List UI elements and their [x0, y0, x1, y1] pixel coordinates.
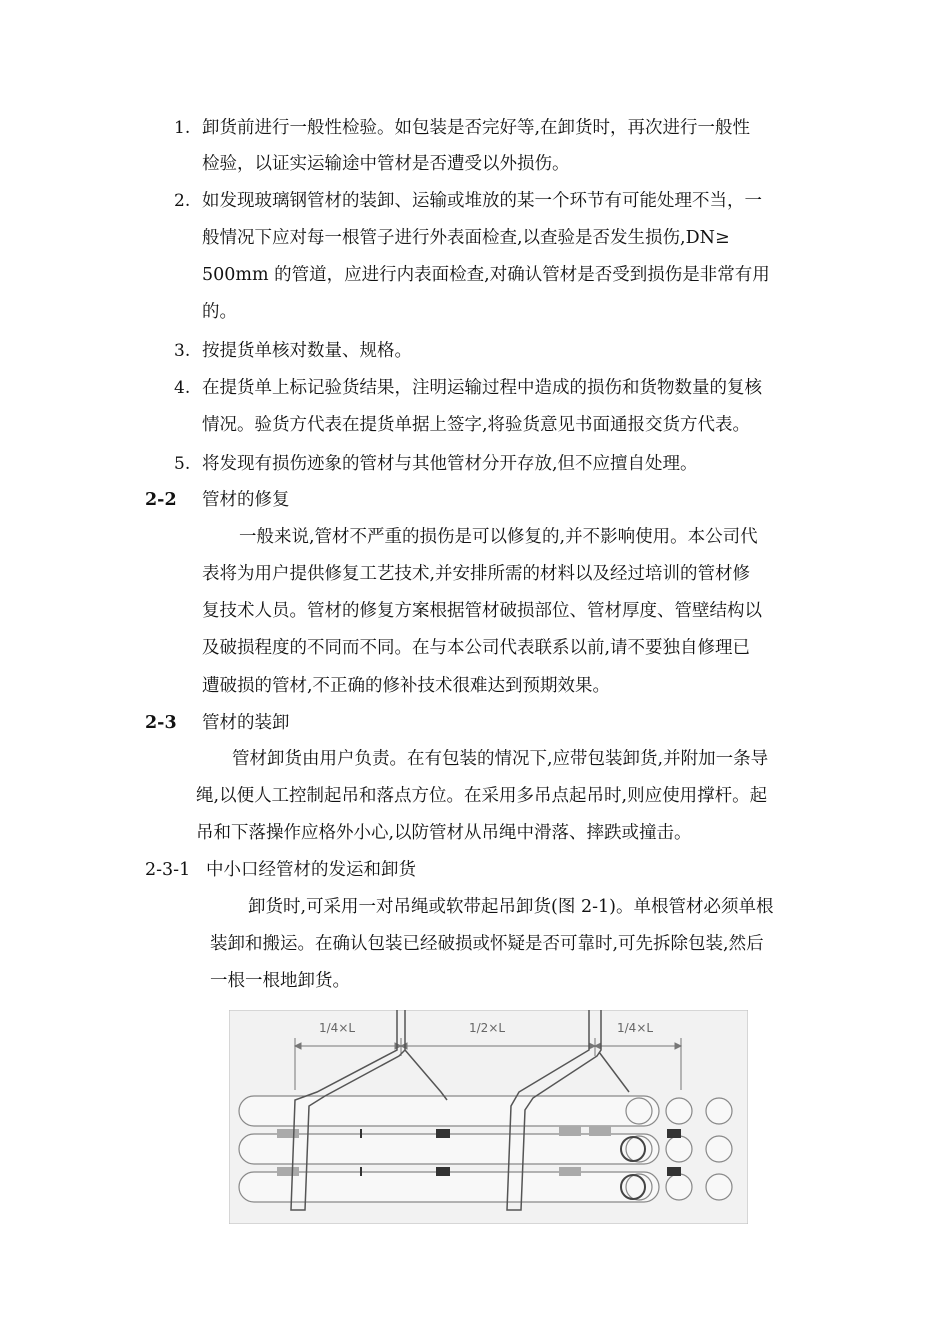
section-2-2-line-4: 及破损程度的不同而不同。在与本公司代表联系以前,请不要独自修理已 — [202, 638, 751, 658]
list-text-5-line-1: 将发现有损伤迹象的管材与其他管材分开存放,但不应擅自处理。 — [202, 454, 698, 474]
section-2-3-title: 管材的装卸 — [202, 713, 290, 733]
section-2-3-line-3: 吊和下落操作应格外小心,以防管材从吊绳中滑落、摔跌或撞击。 — [196, 823, 692, 843]
list-text-1-line-2: 检验，以证实运输途中管材是否遭受以外损伤。 — [202, 154, 570, 174]
section-2-2-title: 管材的修复 — [202, 490, 290, 510]
figure-pipe-lifting — [229, 1010, 748, 1224]
section-2-3-line-2: 绳,以便人工控制起吊和落点方位。在采用多吊点起吊时,则应使用撑杆。起 — [196, 786, 768, 806]
dimension-label-right: 1/4×L — [617, 1021, 654, 1035]
dimension-label-middle: 1/2×L — [469, 1021, 506, 1035]
section-2-3-1-number: 2-3-1 — [145, 860, 191, 880]
section-2-2-line-1: 一般来说,管材不严重的损伤是可以修复的,并不影响使用。本公司代 — [239, 527, 758, 547]
list-number-2: 2. — [174, 191, 191, 211]
section-2-2-line-2: 表将为用户提供修复工艺技术,并安排所需的材料以及经过培训的管材修 — [202, 564, 751, 584]
list-text-2-line-3: 500mm 的管道，应进行内表面检查,对确认管材是否受到损伤是非常有用 — [202, 265, 770, 285]
section-2-3-line-1: 管材卸货由用户负责。在有包装的情况下,应带包装卸货,并附加一条导 — [232, 749, 769, 769]
section-2-3-1-line-2: 装卸和搬运。在确认包装已经破损或怀疑是否可靠时,可先拆除包装,然后 — [210, 934, 764, 954]
list-number-1: 1. — [174, 118, 191, 138]
section-2-2-number: 2-2 — [145, 490, 177, 510]
section-2-2-line-5: 遭破损的管材,不正确的修补技术很难达到预期效果。 — [202, 676, 611, 696]
section-2-3-1-line-1: 卸货时,可采用一对吊绳或软带起吊卸货(图 2-1)。单根管材必须单根 — [248, 897, 774, 917]
list-text-3-line-1: 按提货单核对数量、规格。 — [202, 341, 412, 361]
pipe-bundle — [239, 1096, 732, 1202]
section-2-2-line-3: 复技术人员。管材的修复方案根据管材破损部位、管材厚度、管壁结构以 — [202, 601, 762, 621]
list-text-2-line-2: 般情况下应对每一根管子进行外表面检查,以查验是否发生损伤,DN≥ — [202, 228, 730, 248]
section-2-3-1-title: 中小口经管材的发运和卸货 — [206, 860, 416, 880]
list-text-2-line-4: 的。 — [202, 302, 237, 322]
section-2-3-number: 2-3 — [145, 713, 177, 733]
pipe-lifting-diagram — [229, 1010, 748, 1224]
section-2-3-1-line-3: 一根一根地卸货。 — [210, 971, 350, 991]
list-number-3: 3. — [174, 341, 191, 361]
list-text-2-line-1: 如发现玻璃钢管材的装卸、运输或堆放的某一个环节有可能处理不当，一 — [202, 191, 762, 211]
list-text-4-line-2: 情况。验货方代表在提货单据上签字,将验货意见书面通报交货方代表。 — [202, 415, 751, 435]
list-number-5: 5. — [174, 454, 191, 474]
list-number-4: 4. — [174, 378, 191, 398]
dimension-label-left: 1/4×L — [319, 1021, 356, 1035]
list-text-4-line-1: 在提货单上标记验货结果，注明运输过程中造成的损伤和货物数量的复核 — [202, 378, 762, 398]
list-text-1-line-1: 卸货前进行一般性检验。如包装是否完好等,在卸货时，再次进行一般性 — [202, 118, 751, 138]
